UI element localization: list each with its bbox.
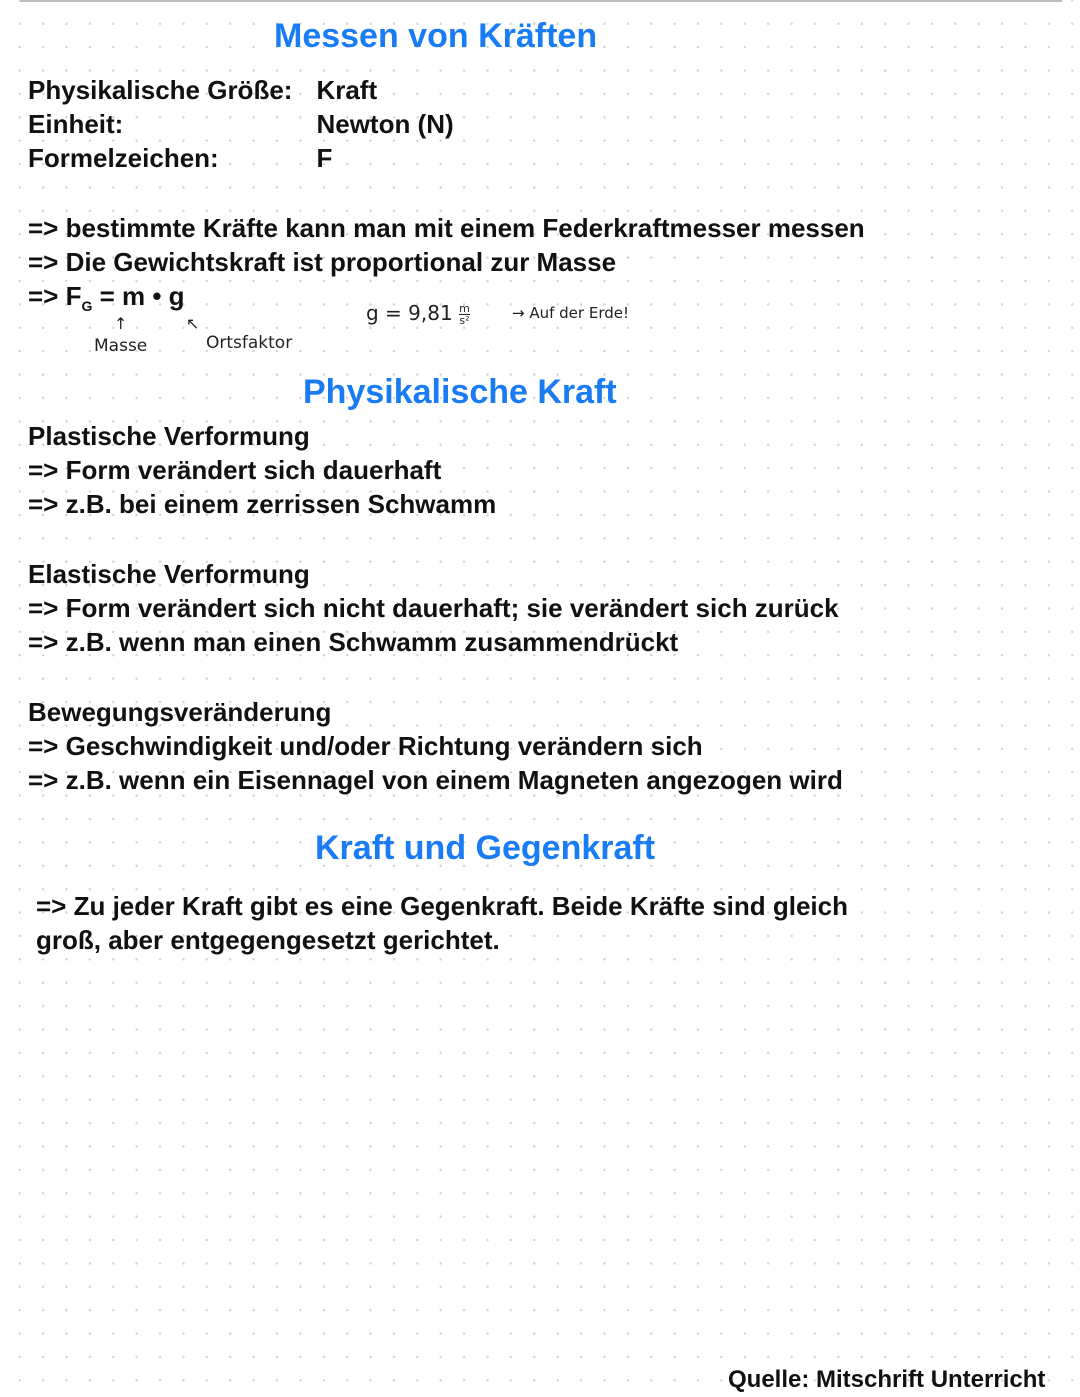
value-formelzeichen: F [316,143,333,173]
group-line: => Form verändert sich nicht dauerhaft; sie verändert sich zurück [28,593,839,623]
top-divider [20,0,1062,2]
line-federkraftmesser: => bestimmte Kräfte kann man mit einem Federkraftmesser messen [28,213,865,243]
label-formelzeichen: Formelzeichen: [28,143,219,173]
group-line: => z.B. wenn ein Eisennagel von einem Magneten angezogen wird [28,765,843,795]
label-einheit: Einheit: [28,109,124,139]
gegenkraft-line: groß, aber entgegengesetzt gerichtet. [36,925,500,955]
quantity-table [28,74,454,174]
arrow-diagonal-icon: ↖ [186,314,200,333]
group-line: => z.B. bei einem zerrissen Schwamm [28,489,497,519]
group-line: => z.B. wenn man einen Schwamm zusammendrückt [28,627,679,657]
value-einheit: Newton (N) [316,109,454,139]
group-heading: Elastische Verformung [28,559,310,589]
annotation-ortsfaktor: Ortsfaktor [206,333,293,353]
formula-sub: G [81,298,93,315]
line-gewichtskraft: => Die Gewichtskraft ist proportional zur Masse [28,247,617,277]
annotation-g [366,300,470,326]
formula-prefix: => F [28,281,82,311]
g-value: g = 9,81 [366,301,453,325]
group-heading: Bewegungsveränderung [28,697,332,727]
formula-rest: = m • g [99,281,185,311]
annotation-erde: → Auf der Erde! [512,304,629,322]
heading-physikalische-kraft: Physikalische Kraft [303,373,617,411]
unit-den: s² [459,314,470,327]
group-line: => Geschwindigkeit und/oder Richtung verändern sich [28,731,703,761]
label-groesse: Physikalische Größe: [28,75,293,105]
unit-num: m [459,302,470,315]
unit-fraction [459,303,470,326]
heading-messen: Messen von Kräften [274,17,598,55]
group-heading: Plastische Verformung [28,421,310,451]
formula [28,280,185,315]
annotation-masse: Masse [94,336,148,356]
arrow-up-icon: ↑ [114,314,128,333]
source-footer: Quelle: Mitschrift Unterricht [728,1366,1046,1393]
group-line: => Form verändert sich dauerhaft [28,455,442,485]
gegenkraft-line: => Zu jeder Kraft gibt es eine Gegenkraft. Beide Kräfte sind gleich [36,891,848,921]
heading-gegenkraft: Kraft und Gegenkraft [315,829,656,867]
value-groesse: Kraft [316,75,378,105]
